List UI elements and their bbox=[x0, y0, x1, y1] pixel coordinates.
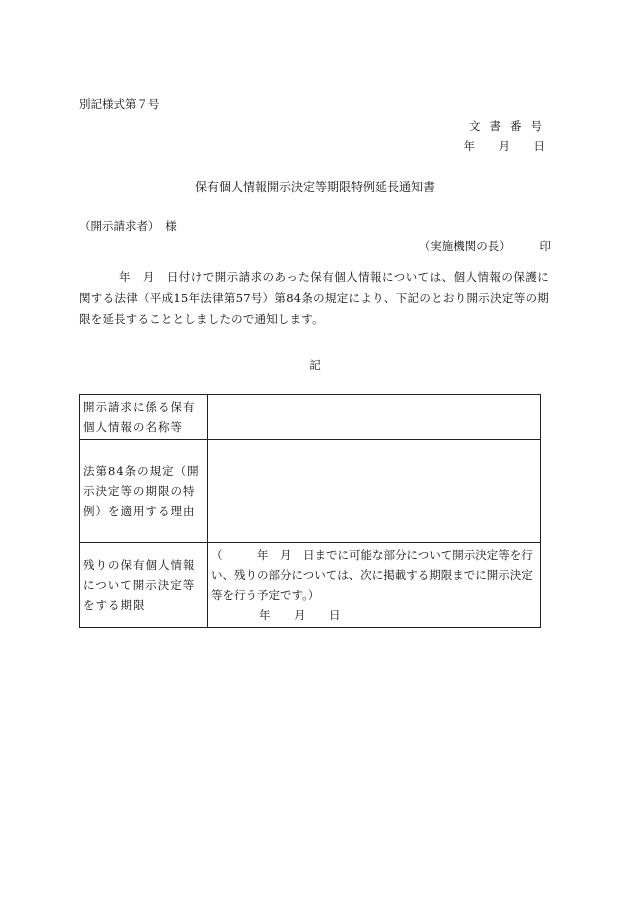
form-label: 別記様式第７号 bbox=[79, 97, 160, 111]
info-table bbox=[79, 394, 541, 628]
table-row bbox=[80, 543, 541, 628]
document-number-label: 文書番号 bbox=[469, 119, 551, 133]
table-row bbox=[80, 440, 541, 543]
addressee: （開示請求者） 様 bbox=[79, 219, 177, 233]
body-paragraph bbox=[79, 267, 549, 330]
body-text: 年 月 日付けで開示請求のあった保有個人情報については、個人情報の保護に関する法律（平成15年法律第57号）第84条の規定により、下記のとおり開示決定等の期限を延長することとしましたので通知します。 bbox=[79, 270, 549, 326]
row-label-name: 開示請求に係る保有個人情報の名称等 bbox=[80, 395, 208, 440]
document-date-label: 年 月 日 bbox=[463, 139, 551, 153]
row-value-name bbox=[208, 395, 541, 440]
row-value-deadline bbox=[208, 543, 541, 628]
deadline-date: 年 月 日 bbox=[259, 608, 347, 622]
row-label-deadline: 残りの保有個人情報について開示決定等をする期限 bbox=[80, 543, 208, 628]
ki-heading: 記 bbox=[309, 358, 321, 372]
deadline-text: （ 年 月 日までに可能な部分について開示決定等を行い、残りの部分については、次に掲載する期限までに開示決定等を行う予定です。） bbox=[211, 548, 533, 602]
sender: （実施機関の長） 印 bbox=[418, 239, 551, 253]
row-label-reason: 法第84条の規定（開示決定等の期限の特例）を適用する理由 bbox=[80, 440, 208, 543]
document-title: 保有個人情報開示決定等期限特例延長通知書 bbox=[194, 180, 435, 194]
row-value-reason bbox=[208, 440, 541, 543]
table-row bbox=[80, 395, 541, 440]
